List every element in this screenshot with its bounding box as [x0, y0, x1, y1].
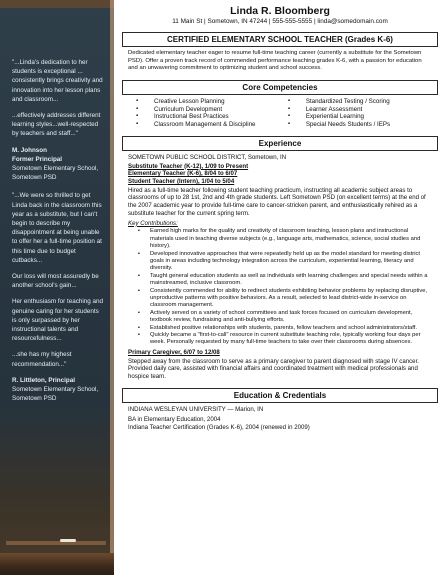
competencies-column-2 — [288, 98, 428, 129]
role-title: Substitute Teacher (K-12), 1/09 to Present — [128, 162, 249, 170]
competency-item: ▪ Creative Lesson Planning — [136, 98, 288, 106]
contribution-item: ▪ Quickly became a "first-to-call" resource in current substitute teaching role, typically working four days per week. Personally requested by many full-time teachers to take over their classrooms during absences. — [138, 332, 432, 347]
role-title: Primary Caregiver, 6/07 to 12/08 — [128, 348, 220, 356]
chalkboard-frame-top — [0, 0, 114, 8]
section-heading-competencies: Core Competencies — [122, 80, 438, 95]
competency-item: ▪ Standardized Testing / Scoring — [288, 98, 428, 106]
testimonial-quote: "...Linda's dedication to her students is exceptional ... consistently brings creativity and innovation into her lesson plans and classroom... — [12, 59, 103, 103]
competency-item: ▪ Experiential Learning — [288, 113, 428, 121]
role-title: Student Teacher (Intern), 1/04 to 5/04 — [128, 178, 235, 186]
summary-paragraph: Dedicated elementary teacher eager to resume full-time teaching career (currently a substitute for the Sometown PSD). Offer a proven track record of commended performance teaching grades K-6, with a passion for education and an unwavering commitment to optimizing student and school success. — [128, 50, 422, 72]
competency-item: ▪ Learner Assessment — [288, 106, 428, 114]
chalkboard-frame-bottom — [0, 553, 114, 575]
competency-item: ▪ Instructional Best Practices — [136, 113, 288, 121]
resume-main — [122, 0, 438, 575]
experience-paragraph: Hired as a full-time teacher following student teaching practicum, instructing all academic subject areas to classrooms of up to 28 1st, 2nd and 4th grade students. Left Sometown PSD (on excellent terms) at the end of the 2007 academic year to provide full-time care to cancer-stricken parent, and enthusiastically rehired as a substitute teacher for the current spring term. — [128, 186, 426, 217]
employer-line: SOMETOWN PUBLIC SCHOOL DISTRICT, Sometown, IN — [128, 153, 287, 161]
testimonial-author-school: Sometown Elementary School, Sometown PSD — [12, 165, 99, 182]
contribution-item: ▪ Developed innovative approaches that were repeatedly held up as the model standard for meeting district goals in areas including technology integration across the curriculum, experiential learning, literacy and diversity. — [138, 251, 432, 273]
section-heading-experience: Experience — [122, 136, 438, 151]
testimonial-quote: Our loss will most assuredly be another school's gain... — [12, 273, 99, 290]
experience-section — [122, 151, 438, 386]
experience-paragraph: Stepped away from the classroom to serve as a primary caregiver to parent diagnosed with stage IV cancer. Provided daily care, assisted with financial affairs and coordinated treatment with medical professionals and hospice team. — [128, 357, 419, 380]
key-contributions-label: Key Contributions: — [128, 219, 178, 227]
contribution-item: ▪ Taught general education students as well as individuals with learning challenges and special needs within a mainstreamed, inclusive classroom. — [138, 273, 432, 288]
testimonial-author-school: Sometown Elementary School, Sometown PSD — [12, 386, 99, 403]
chalkboard-sidebar — [0, 0, 114, 575]
section-heading-education: Education & Credentials — [122, 388, 438, 403]
education-certification: Indiana Teacher Certification (Grades K-6), 2004 (renewed in 2009) — [128, 423, 310, 431]
contribution-item: ▪ Earned high marks for the quality and creativity of classroom teaching, lesson plans and instructional materials used in teaching diverse subjects (e.g., language arts, mathematics, science, social studies and history). — [138, 228, 432, 250]
education-section — [122, 403, 438, 435]
competencies-column-1 — [136, 98, 288, 129]
resume-header — [122, 0, 438, 26]
contribution-item: ▪ Actively served on a variety of school committees and task forces focused on curriculum development, textbook review, fundraising and anti-bullying efforts. — [138, 310, 432, 325]
testimonials — [12, 58, 104, 411]
chalk-piece — [60, 539, 76, 542]
education-school: INDIANA WESLEYAN UNIVERSITY — Marion, IN — [128, 405, 264, 413]
testimonial-quote: "...We were so thrilled to get Linda back in the classroom this year as a substitute, but I can't begin to describe my disappointment at being unable to offer her a full-time position at this time due to budget cutbacks... — [12, 192, 102, 264]
testimonial-author: R. Littleton, Principal — [12, 376, 75, 384]
testimonial-author: M. Johnson — [12, 146, 47, 154]
contribution-item: ▪ Consistently commended for ability to redirect students exhibiting behavior problems by replacing disruptive, unproductive patterns with positive behaviors. As a result, selected to lead district-wide in-service on classroom management. — [138, 288, 432, 310]
headline-title: CERTIFIED ELEMENTARY SCHOOL TEACHER (Grades K-6) — [122, 32, 438, 47]
education-degree: BA in Elementary Education, 2004 — [128, 416, 221, 424]
testimonial-author-title: Former Principal — [12, 155, 63, 163]
testimonial-quote: ...effectively addresses different learning styles...well-respected by teachers and staff..." — [12, 112, 101, 138]
testimonial-quote: Her enthusiasm for teaching and genuine caring for her students is only surpassed by her instructional talents and resourcefulness... — [12, 298, 104, 343]
competency-item: ▪ Special Needs Students / IEPs — [288, 121, 428, 129]
contribution-item: ▪ Established positive relationships with students, parents, fellow teachers and school administrators/staff. — [138, 325, 432, 332]
testimonial-quote: ...she has my highest recommendation..." — [12, 351, 72, 368]
role-title: Elementary Teacher (K-6), 8/04 to 6/07 — [128, 170, 238, 178]
chalk-tray — [6, 541, 106, 545]
competencies-list — [122, 95, 438, 134]
contributions-list — [128, 228, 432, 347]
candidate-name: Linda R. Bloomberg — [230, 5, 330, 17]
competency-item: ▪ Classroom Management & Discipline — [136, 121, 288, 129]
chalkboard-frame-edge — [110, 0, 114, 575]
competency-item: ▪ Curriculum Development — [136, 106, 288, 114]
contact-line: 11 Main St | Sometown, IN 47244 | 555-555-5555 | linda@somedomain.com — [172, 18, 388, 25]
